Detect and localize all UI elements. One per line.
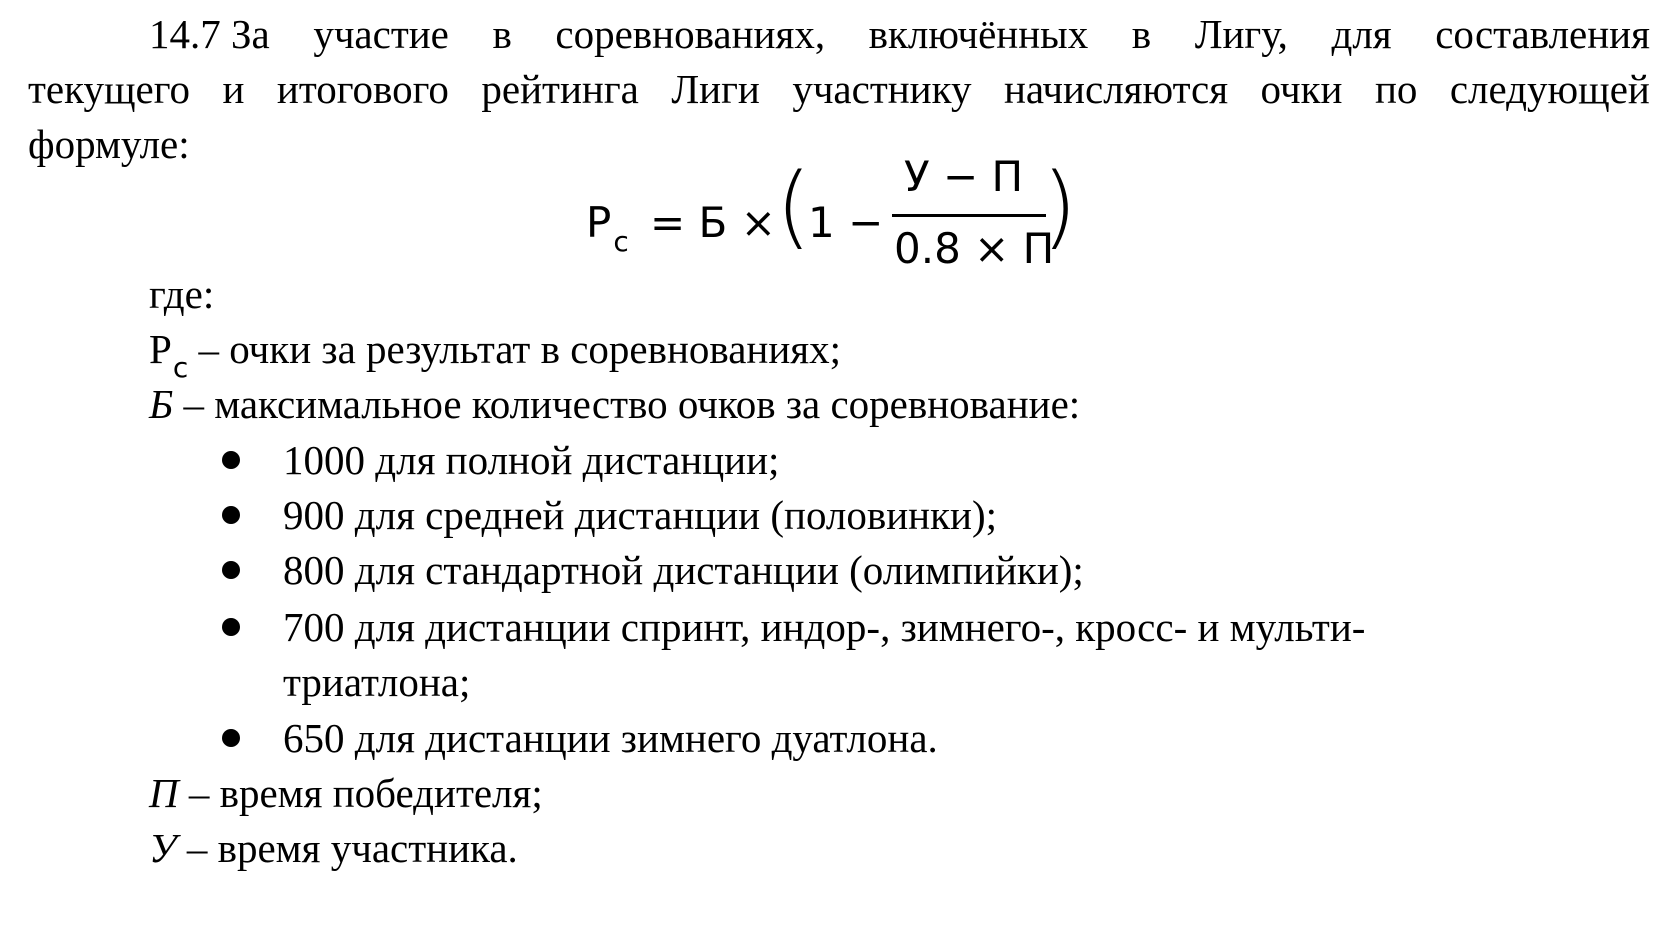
formula-lhs <box>586 198 629 258</box>
definition-b-symbol: Б <box>149 381 174 427</box>
definition-p-symbol: П <box>149 770 179 816</box>
paragraph-word: начисляются <box>1003 66 1229 112</box>
paragraph-word: в <box>492 11 512 57</box>
paragraph-word: очки <box>1260 66 1343 112</box>
paragraph-word: для <box>1331 11 1392 57</box>
bullet-dot <box>222 618 240 636</box>
definition-u-symbol: У <box>149 825 177 871</box>
formula-lhs-subscript: с <box>613 225 629 258</box>
bullet-item-3: 800 для стандартной дистанции (олимпийки); <box>283 547 1084 593</box>
bullet-item-4: 700 для дистанции спринт, индор-, зимнего-, кросс- и мульти- <box>283 604 1366 650</box>
paragraph-line-3: формуле: <box>28 121 190 167</box>
bullet-dot <box>222 729 240 747</box>
bullet-dot <box>222 451 240 469</box>
bullet-dot <box>222 561 240 579</box>
definition-p <box>149 770 543 816</box>
paragraph-word: следующей <box>1449 66 1650 112</box>
formula-numerator: У − П <box>904 152 1024 201</box>
formula-one-minus: 1 − <box>808 198 884 247</box>
formula-equals-b: = Б × <box>650 198 776 247</box>
fraction-bar <box>892 214 1046 217</box>
definition-pc-subscript: с <box>172 351 189 384</box>
bullet-item-1: 1000 для полной дистанции; <box>283 437 780 483</box>
paragraph-word: итогового <box>276 66 449 112</box>
paragraph-word: по <box>1374 66 1418 112</box>
bullet-dot <box>222 506 240 524</box>
bullet-item-5: 650 для дистанции зимнего дуатлона. <box>283 715 938 761</box>
paragraph-word: Лигу, <box>1194 11 1288 57</box>
paragraph-word: соревнованиях, <box>555 11 826 57</box>
definition-pc-text: – очки за результат в соревнованиях; <box>188 326 842 372</box>
definition-u-text: – время участника. <box>176 825 518 871</box>
paragraph-word: рейтинга <box>481 66 639 112</box>
where-label: где: <box>149 271 215 317</box>
definition-b <box>149 381 1081 427</box>
paragraph-word: 14.7 За <box>149 11 270 57</box>
paragraph-word: участие <box>313 11 449 57</box>
paragraph-word: участнику <box>792 66 972 112</box>
paragraph-word: в <box>1131 11 1152 57</box>
formula-open-paren: ( <box>776 154 812 259</box>
paragraph-line-1 <box>149 11 1650 57</box>
paragraph-word: составления <box>1435 11 1650 57</box>
paragraph-word: Лиги <box>671 66 760 112</box>
formula-close-paren: ) <box>1042 154 1078 259</box>
formula-lhs-symbol: Р <box>586 198 612 247</box>
definition-u <box>149 825 518 871</box>
bullet-item-4-continuation: триатлона; <box>283 659 471 705</box>
paragraph-word: и <box>222 66 245 112</box>
paragraph-line-2 <box>28 66 1650 112</box>
paragraph-word: текущего <box>28 66 191 112</box>
paragraph-word: включённых <box>868 11 1089 57</box>
definition-p-text: – время победителя; <box>178 770 543 816</box>
definition-b-text: – максимальное количество очков за соревнование: <box>173 381 1081 427</box>
formula-denominator: 0.8 × П <box>894 224 1055 273</box>
bullet-item-2: 900 для средней дистанции (половинки); <box>283 492 998 538</box>
definition-pc-symbol: Р <box>149 326 172 372</box>
definition-pc <box>149 326 842 384</box>
